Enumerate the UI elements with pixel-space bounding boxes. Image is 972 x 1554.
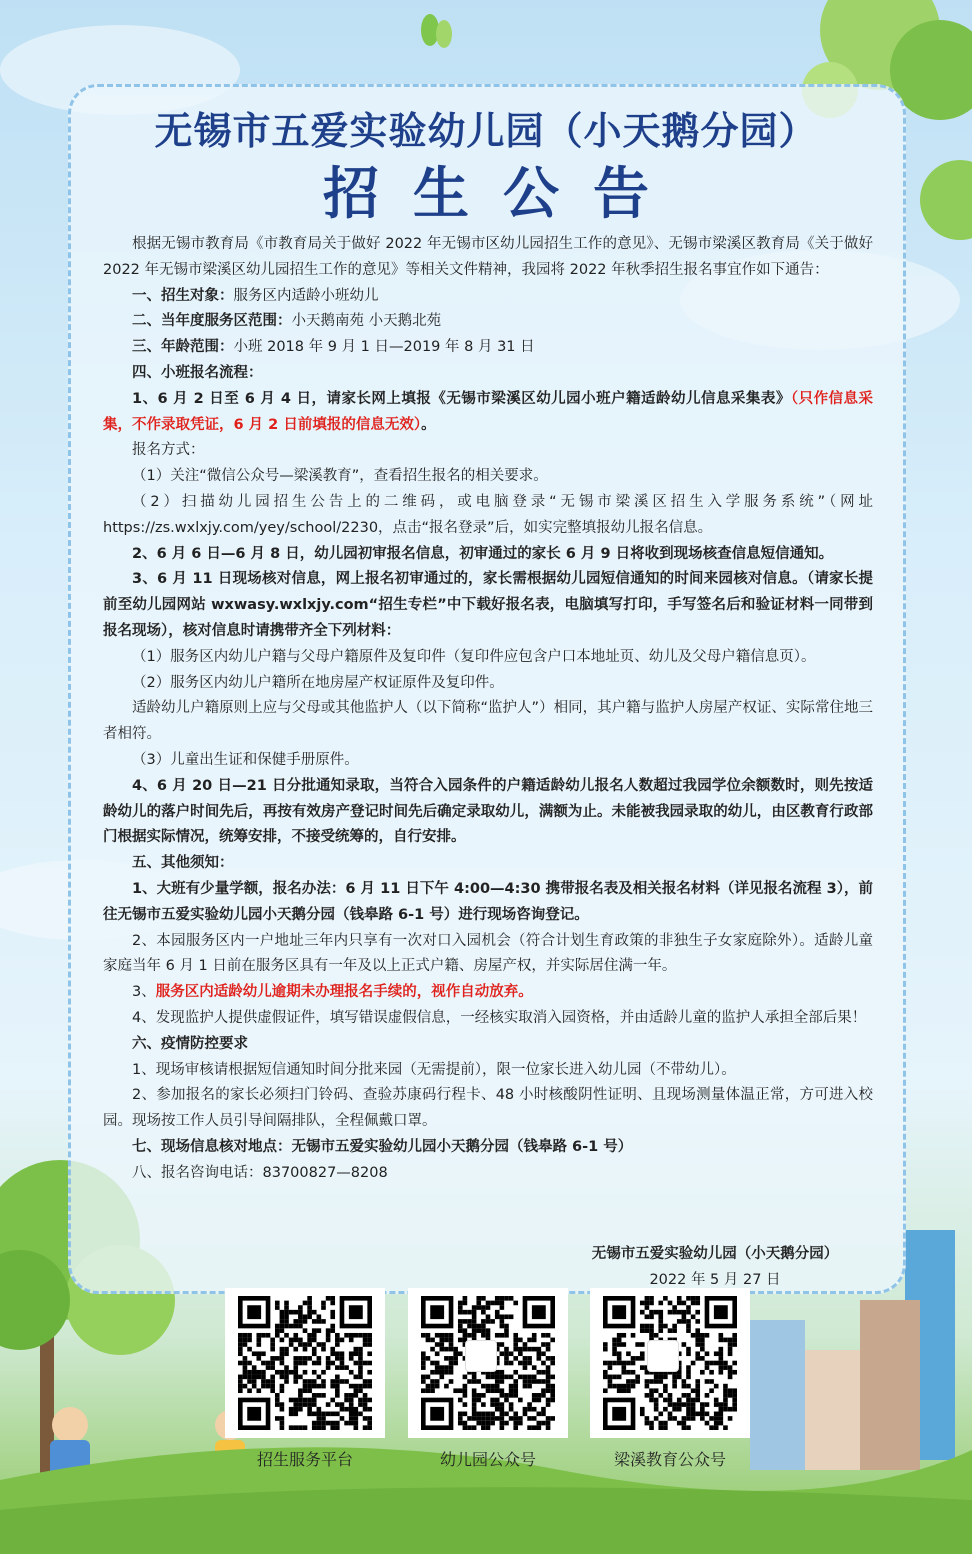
page-subtitle: 招生公告 bbox=[323, 162, 683, 227]
section-7: 七、现场信息核对地点：无锡市五爱实验幼儿园小天鹅分园（钱皋路 6-1 号） bbox=[132, 1138, 633, 1155]
notice-1: 1、大班有少量学额，报名办法：6 月 11 日下午 4:00—4:30 携带报名表及相关报名材料（详见报名流程 3），前往无锡市五爱实验幼儿园小天鹅分园（钱皋路 6-1 号）进行现场咨询登记。 bbox=[103, 880, 873, 923]
section-5-heading: 五、其他须知： bbox=[132, 855, 234, 872]
epidemic-1: 1、现场审核请根据短信通知时间分批来园（无需提前），限一位家长进入幼儿园（不带幼儿）。 bbox=[132, 1061, 736, 1078]
section-1: 一、招生对象：服务区内适龄小班幼儿 bbox=[132, 287, 379, 304]
qr-code-icon bbox=[233, 1296, 377, 1430]
method-2: （2）扫描幼儿园招生公告上的二维码，或电脑登录“无锡市梁溪区招生入学服务系统”（网址 https://zs.wxlxjy.com/yey/school/2230，点击“报名登录”后，如实完整填报幼儿报名信息。 bbox=[103, 493, 873, 536]
section-8: 八、报名咨询电话：83700827—8208 bbox=[132, 1164, 388, 1181]
signature-org: 无锡市五爱实验幼儿园（小天鹅分园） bbox=[591, 1246, 839, 1262]
kindergarten-logo-icon bbox=[465, 1340, 497, 1372]
section-4-step-2: 2、6 月 6 日—6 月 8 日，幼儿园初审报名信息，初审通过的家长 6 月 9 日将收到现场核查信息短信通知。 bbox=[132, 545, 834, 562]
qr-code-enrollment-platform[interactable] bbox=[225, 1288, 385, 1438]
butterfly-icon bbox=[421, 14, 452, 48]
section-3: 三、年龄范围：小班 2018 年 9 月 1 日—2019 年 8 月 31 日 bbox=[132, 339, 535, 356]
qr-label-kindergarten-account: 幼儿园公众号 bbox=[439, 1450, 536, 1469]
material-1: （1）服务区内幼儿户籍与父母户籍原件及复印件（复印件应包含户口本地址页、幼儿及父母户籍信息页）。 bbox=[132, 648, 816, 665]
notice-body bbox=[103, 232, 873, 1186]
qr-label-liangxi-education: 梁溪教育公众号 bbox=[613, 1450, 726, 1469]
qr-label-enrollment-platform: 招生服务平台 bbox=[256, 1450, 353, 1469]
section-4-heading: 四、小班报名流程： bbox=[132, 364, 263, 381]
qr-code-liangxi-education[interactable] bbox=[590, 1288, 750, 1438]
signature-date: 2022 年 5 月 27 日 bbox=[649, 1272, 781, 1288]
material-3: （3）儿童出生证和保健手册原件。 bbox=[132, 751, 359, 768]
section-4-step-1: 1、6 月 2 日至 6 月 4 日，请家长网上填报《无锡市梁溪区幼儿园小班户籍适龄幼儿信息采集表》（只作信息采集，不作录取凭证，6 月 2 日前填报的信息无效）。 bbox=[103, 390, 874, 433]
notice-4: 4、发现监护人提供虚假证件，填写错误虚假信息，一经核实取消入园资格，并由适龄儿童的监护人承担全部后果！ bbox=[132, 1009, 867, 1026]
notice-3: 3、服务区内适龄幼儿逾期未办理报名手续的，视作自动放弃。 bbox=[132, 984, 533, 1001]
method-1: （1）关注“微信公众号—梁溪教育”，查看招生报名的相关要求。 bbox=[132, 468, 548, 485]
section-2: 二、当年度服务区范围：小天鹅南苑 小天鹅北苑 bbox=[132, 313, 442, 330]
page-title: 无锡市五爱实验幼儿园（小天鹅分园） bbox=[154, 109, 818, 153]
liangxi-education-logo-icon bbox=[647, 1340, 679, 1372]
section-6-heading: 六、疫情防控要求 bbox=[132, 1035, 248, 1052]
material-2: （2）服务区内幼儿户籍所在地房屋产权证原件及复印件。 bbox=[132, 674, 504, 691]
material-2-note: 适龄幼儿户籍原则上应与父母或其他监护人（以下简称“监护人”）相同，其户籍与监护人房屋产权证、实际常住地三者相符。 bbox=[103, 700, 873, 743]
qr-code-kindergarten-account[interactable] bbox=[408, 1288, 568, 1438]
section-4-step-3: 3、6 月 11 日现场核对信息，网上报名初审通过的，家长需根据幼儿园短信通知的时间来园核对信息。（请家长提前至幼儿园网站 wxwasy.wxlxjy.com“招生专栏”中下载好报名表，电脑填写打印，手写签名后和验证材料一同带到报名现场），核对信息时请携带齐全下列材料： bbox=[103, 571, 873, 639]
intro-paragraph: 根据无锡市教育局《市教育局关于做好 2022 年无锡市区幼儿园招生工作的意见》、无锡市梁溪区教育局《关于做好 2022 年无锡市梁溪区幼儿园招生工作的意见》等相关文件精神，我园将 2022 年秋季招生报名事宜作如下通告： bbox=[103, 236, 873, 278]
epidemic-2: 2、参加报名的家长必须扫门铃码、查验苏康码行程卡、48 小时核酸阴性证明、且现场测量体温正常，方可进入校园。现场按工作人员引导间隔排队，全程佩戴口罩。 bbox=[103, 1087, 873, 1130]
section-4-step-4: 4、6 月 20 日—21 日分批通知录取，当符合入园条件的户籍适龄幼儿报名人数超过我园学位余额数时，则先按适龄幼儿的落户时间先后，再按有效房产登记时间先后确定录取幼儿，满额为止。未能被我园录取的幼儿，由区教育行政部门根据实际情况，统筹安排，不接受统筹的，自行安排。 bbox=[103, 777, 873, 846]
method-label: 报名方式： bbox=[132, 442, 205, 459]
notice-2: 2、本园服务区内一户地址三年内只享有一次对口入园机会（符合计划生育政策的非独生子女家庭除外）。适龄儿童家庭当年 6 月 1 日前在服务区具有一年及以上正式户籍、房屋产权，并实际居住满一年。 bbox=[103, 932, 873, 975]
